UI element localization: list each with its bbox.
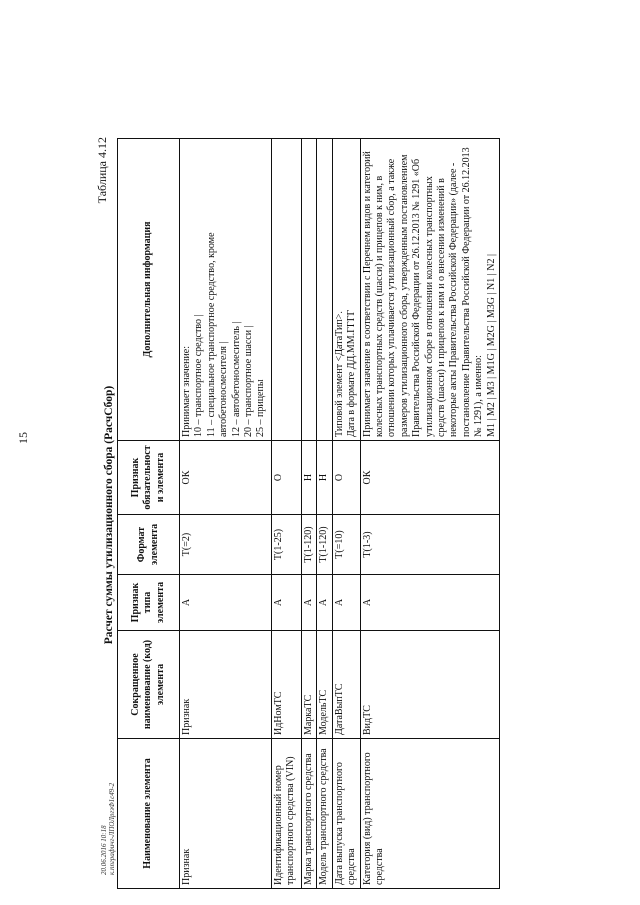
cell-type: А [332, 575, 360, 631]
cell-format: T(=2) [180, 515, 272, 575]
cell-type: А [302, 575, 317, 631]
cell-required: Н [302, 441, 317, 515]
cell-required: Н [317, 441, 332, 515]
cell-format: T(=10) [332, 515, 360, 575]
cell-format: T(1-3) [360, 515, 499, 575]
table-row [180, 139, 272, 889]
page-number: 15 [16, 432, 30, 444]
cell-type: А [317, 575, 332, 631]
cell-name: Признак [180, 739, 272, 889]
cell-code: МаркаТС [302, 631, 317, 739]
table-label: Таблица 4.12 [95, 137, 109, 204]
cell-type: А [180, 575, 272, 631]
data-table [117, 138, 500, 889]
cell-info: Принимает значение: 10 – транспортное средство | 11 – специальное транспортное средство, кроме автобетоносмесителя | 12 – автобетоносмеситель | 20 – транспортное шасси | 25 – прицепы [180, 139, 272, 441]
cell-name: Модель транспортного средства [317, 739, 332, 889]
cell-code: МодельТС [317, 631, 332, 739]
header-format: Формат элемента [118, 515, 180, 575]
cell-name: Дата выпуска транспортного средства [332, 739, 360, 889]
cell-format: T(1-25) [272, 515, 302, 575]
cell-info: Типовой элемент <ДатаТип>. Дата в формате ДД.ММ.ГГГГ [332, 139, 360, 441]
table-row [360, 139, 499, 889]
cell-info [272, 139, 302, 441]
cell-required: О [272, 441, 302, 515]
cell-name: Марка транспортного средства [302, 739, 317, 889]
cell-name: Идентификационный номер транспортного средства (VIN) [272, 739, 302, 889]
header-info: Дополнительная информация [118, 139, 180, 441]
cell-type: А [360, 575, 499, 631]
footer-timestamp: 20.06.2016 10:18 [100, 825, 108, 875]
table-row [332, 139, 360, 889]
cell-code: Признак [180, 631, 272, 739]
header-required: Признак обязательности элемента [118, 441, 180, 515]
cell-required: О [332, 441, 360, 515]
cell-type: А [272, 575, 302, 631]
cell-format: T(1-120) [317, 515, 332, 575]
cell-required: ОК [180, 441, 272, 515]
header-type: Признак типа элемента [118, 575, 180, 631]
cell-info: Принимает значение в соответствии с Перечнем видов и категорий колесных транспортных средств (шасси) и прицепов к ним, в отношении которых уплачивается утилизационный сбор, а также размеров утилизационного сбора, утвержденным постановлением Правительства Российской Федерации от 26.12.2013 № 1291 «Об утилизационном сборе в отношении колесных транспортных средств (шасси) и прицепов к ним и о внесении изменений в некоторые акты Правительства Российской Федерации» (далее - постановление Правительства Российской Федерации от 26.12.2013 № 1291), а именно: M1 | M2 | M3 | M1G | M2G | M3G | N1 | N2 | [360, 139, 499, 441]
header-code: Сокращенное наименование (код) элемента [118, 631, 180, 739]
cell-required: ОК [360, 441, 499, 515]
cell-code: ВидТС [360, 631, 499, 739]
rotated-table-page [95, 135, 610, 895]
cell-info [302, 139, 317, 441]
footer-code: к.ппграфичг-ЛПОЛргзФ1с49-2 [108, 782, 117, 875]
table-header-row [118, 139, 180, 889]
cell-name: Категория (вид) транспортного средства [360, 739, 499, 889]
cell-format: T(1-120) [302, 515, 317, 575]
table-title: Расчет суммы утилизационного сбора (РасчСбор) [103, 385, 115, 645]
table-row [317, 139, 332, 889]
cell-code: ИдНомТС [272, 631, 302, 739]
cell-code: ДатаВыпТС [332, 631, 360, 739]
cell-info [317, 139, 332, 441]
table-row [272, 139, 302, 889]
table-row [302, 139, 317, 889]
header-name: Наименование элемента [118, 739, 180, 889]
